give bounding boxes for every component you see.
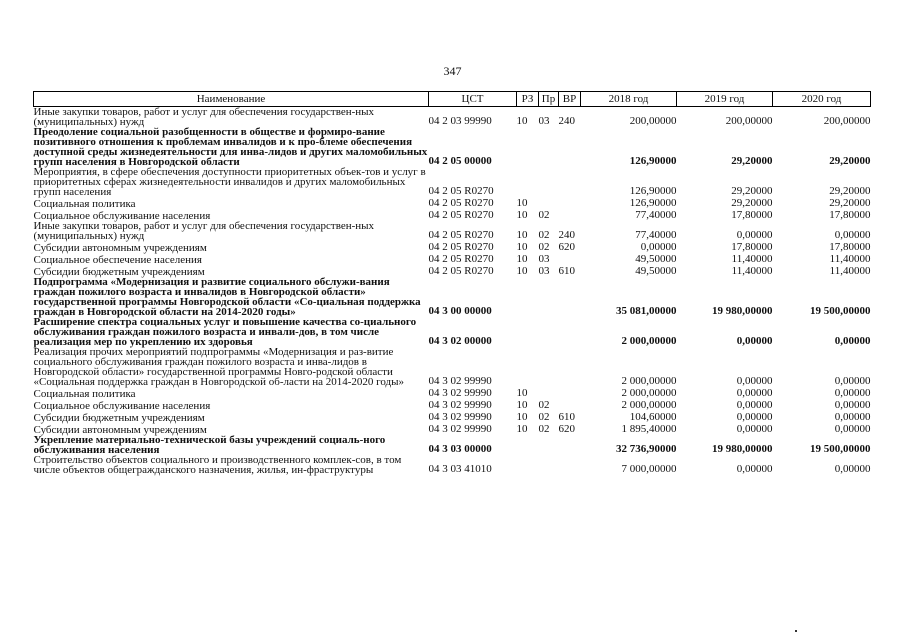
- cell-cst: 04 3 00 00000: [428, 305, 492, 317]
- cell-name: Укрепление материально-технической базы учреждений социаль-ного обслуживания населения: [33, 434, 386, 456]
- cell-y2019: 11,40000: [731, 265, 773, 277]
- cell-y2019: 19 980,00000: [712, 305, 773, 317]
- cell-y2020: 29,20000: [829, 197, 871, 209]
- cell-name: Расширение спектра социальных услуг и повышение качества со-циального обслуживания граждан пожилого возраста и инвали-дов, в том числе реализация мер по укреплению их здоровья: [33, 316, 417, 348]
- cell-pr: 03: [538, 265, 550, 277]
- cell-y2019: 0,00000: [736, 463, 773, 475]
- cell-y2018: 77,40000: [635, 229, 677, 241]
- cell-pr: 02: [538, 209, 550, 221]
- cell-vr: 610: [558, 411, 575, 423]
- cell-vr: 240: [558, 115, 575, 127]
- cell-rz: 10: [516, 229, 528, 241]
- cell-y2020: 19 500,00000: [810, 305, 871, 317]
- cell-vr: 240: [558, 229, 575, 241]
- cell-y2018: 2 000,00000: [621, 387, 677, 399]
- cell-rz: [517, 347, 539, 387]
- cell-pr: [539, 387, 559, 399]
- cell-cst: 04 3 02 00000: [428, 335, 492, 347]
- cell-cst: 04 3 02 99990: [428, 411, 492, 423]
- page-number: 347: [443, 64, 462, 78]
- cell-y2020: 19 500,00000: [810, 443, 871, 455]
- cell-y2020: 17,80000: [829, 209, 871, 221]
- cell-y2019: 0,00000: [736, 423, 773, 435]
- cell-cst: 04 2 03 99990: [428, 115, 492, 127]
- cell-y2019: 0,00000: [736, 411, 773, 423]
- cell-y2020: 29,20000: [829, 155, 871, 167]
- cell-y2019: 0,00000: [736, 375, 773, 387]
- cell-name: Реализация прочих мероприятий подпрограммы «Модернизация и раз-витие социального обслуживания граждан пожилого возраста и инва-лидов в Новгородской области» государственной программы Новго-родской области «Социальная поддержка граждан в Новгородской об-ласти на 2014-2020 годы»: [33, 346, 405, 388]
- cell-name: Субсидии автономным учреждениям: [33, 424, 207, 436]
- cell-rz: 10: [516, 265, 528, 277]
- cell-vr: 620: [558, 423, 575, 435]
- cell-y2018: 49,50000: [635, 265, 677, 277]
- cell-rz: 10: [516, 387, 528, 399]
- cell-y2019: 0,00000: [736, 335, 773, 347]
- cell-vr: [559, 167, 581, 197]
- cell-vr: [559, 455, 581, 475]
- header-vr: ВР: [559, 92, 581, 107]
- cell-y2018: 32 736,90000: [616, 443, 677, 455]
- cell-y2019: 29,20000: [731, 155, 773, 167]
- cell-cst: 04 3 02 99990: [428, 387, 492, 399]
- cell-pr: [539, 435, 559, 455]
- cell-rz: [517, 455, 539, 475]
- cell-y2019: 200,00000: [725, 115, 773, 127]
- cell-y2018: 200,00000: [629, 115, 677, 127]
- cell-y2019: 11,40000: [731, 253, 773, 265]
- cell-pr: 02: [538, 423, 550, 435]
- cell-y2020: 200,00000: [823, 115, 871, 127]
- cell-y2019: 29,20000: [731, 197, 773, 209]
- cell-y2018: 1 895,40000: [621, 423, 677, 435]
- header-name: Наименование: [34, 92, 429, 107]
- cell-pr: 03: [538, 253, 550, 265]
- cell-name: Иные закупки товаров, работ и услуг для обеспечения государствен-ных (муниципальных) нужд: [33, 106, 375, 128]
- cell-vr: [559, 387, 581, 399]
- cell-cst: 04 2 05 R0270: [428, 241, 494, 253]
- cell-rz: 10: [516, 115, 528, 127]
- cell-pr: 02: [538, 229, 550, 241]
- table-header-row: [34, 92, 871, 107]
- cell-name: Социальная политика: [33, 388, 136, 400]
- cell-pr: 02: [538, 411, 550, 423]
- cell-pr: [539, 127, 559, 167]
- cell-y2020: 0,00000: [834, 335, 871, 347]
- cell-pr: [539, 167, 559, 197]
- cell-cst: 04 3 02 99990: [428, 423, 492, 435]
- table-row: [34, 127, 871, 167]
- cell-y2018: 2 000,00000: [621, 399, 677, 411]
- cell-y2018: 35 081,00000: [616, 305, 677, 317]
- table-row: [34, 107, 871, 128]
- cell-vr: [559, 197, 581, 209]
- cell-cst: 04 2 05 00000: [428, 155, 492, 167]
- cell-name: Субсидии автономным учреждениям: [33, 242, 207, 254]
- cell-name: Иные закупки товаров, работ и услуг для обеспечения государствен-ных (муниципальных) нужд: [33, 220, 375, 242]
- cell-y2020: 0,00000: [834, 229, 871, 241]
- header-cst: ЦСТ: [429, 92, 517, 107]
- table-row: [34, 399, 871, 411]
- cell-cst: 04 2 05 R0270: [428, 265, 494, 277]
- cell-y2019: 29,20000: [731, 185, 773, 197]
- table-row: [34, 277, 871, 317]
- cell-name: Субсидии бюджетным учреждениям: [33, 412, 205, 424]
- cell-y2019: 0,00000: [736, 387, 773, 399]
- cell-pr: 02: [538, 241, 550, 253]
- cell-rz: 10: [516, 399, 528, 411]
- cell-y2018: 104,60000: [629, 411, 677, 423]
- header-pr: Пр: [539, 92, 559, 107]
- cell-y2018: 2 000,00000: [621, 335, 677, 347]
- table-row: [34, 167, 871, 197]
- table-row: [34, 347, 871, 387]
- cell-name: Строительство объектов социального и производственного комплек-сов, в том числе объектов общегражданского назначения, жилья, ин-фраструктуры: [33, 454, 402, 476]
- cell-cst: 04 2 05 R0270: [428, 253, 494, 265]
- cell-vr: [559, 209, 581, 221]
- cell-rz: [517, 167, 539, 197]
- cell-name: Подпрограмма «Модернизация и развитие социального обслужи-вания граждан пожилого возраста и инвалидов в Новгородской области» государственной программы Новгородской области «Со-циальная поддержка граждан в Новгородской области на 2014-2020 годы»: [33, 276, 421, 318]
- cell-pr: [539, 197, 559, 209]
- cell-vr: [559, 317, 581, 347]
- cell-y2018: 0,00000: [640, 241, 677, 253]
- cell-y2020: 0,00000: [834, 375, 871, 387]
- cell-vr: [559, 127, 581, 167]
- header-2018: 2018 год: [581, 92, 677, 107]
- cell-rz: [517, 435, 539, 455]
- cell-pr: 03: [538, 115, 550, 127]
- cell-cst: 04 3 02 99990: [428, 399, 492, 411]
- cell-pr: 02: [538, 399, 550, 411]
- cell-y2020: 11,40000: [829, 253, 871, 265]
- cell-vr: [559, 347, 581, 387]
- cell-y2020: 0,00000: [834, 463, 871, 475]
- cell-y2020: 0,00000: [834, 423, 871, 435]
- budget-table: [33, 91, 871, 475]
- cell-cst: 04 2 05 R0270: [428, 185, 494, 197]
- cell-y2018: 126,90000: [629, 197, 677, 209]
- table-body: [34, 107, 871, 476]
- table-row: [34, 197, 871, 209]
- cell-y2018: 126,90000: [629, 155, 677, 167]
- cell-rz: 10: [516, 241, 528, 253]
- cell-rz: 10: [516, 411, 528, 423]
- cell-y2018: 2 000,00000: [621, 375, 677, 387]
- cell-cst: 04 3 03 00000: [428, 443, 492, 455]
- cell-y2018: 126,90000: [629, 185, 677, 197]
- cell-pr: [539, 277, 559, 317]
- cell-vr: [559, 277, 581, 317]
- cell-vr: 620: [558, 241, 575, 253]
- header-2020: 2020 год: [773, 92, 871, 107]
- cell-pr: [539, 455, 559, 475]
- cell-cst: 04 2 05 R0270: [428, 229, 494, 241]
- cell-vr: [559, 399, 581, 411]
- cell-y2018: 7 000,00000: [621, 463, 677, 475]
- header-2019: 2019 год: [677, 92, 773, 107]
- cell-y2020: 17,80000: [829, 241, 871, 253]
- cell-y2019: 19 980,00000: [712, 443, 773, 455]
- cell-pr: [539, 317, 559, 347]
- cell-rz: [517, 317, 539, 347]
- cell-name: Социальное обслуживание населения: [33, 400, 211, 412]
- table-row: [34, 241, 871, 253]
- cell-rz: 10: [516, 197, 528, 209]
- cell-cst: 04 3 02 99990: [428, 375, 492, 387]
- scan-speck: [795, 630, 797, 632]
- cell-name: Социальное обеспечение населения: [33, 254, 202, 266]
- cell-name: Мероприятия, в сфере обеспечения доступности приоритетных объек-тов и услуг в приоритетных сферах жизнедеятельности инвалидов и других маломобильных групп населения: [33, 166, 426, 198]
- cell-rz: 10: [516, 253, 528, 265]
- cell-y2018: 77,40000: [635, 209, 677, 221]
- cell-vr: [559, 253, 581, 265]
- cell-vr: [559, 435, 581, 455]
- cell-cst: 04 3 03 41010: [428, 463, 492, 475]
- header-rz: РЗ: [517, 92, 539, 107]
- cell-y2020: 29,20000: [829, 185, 871, 197]
- cell-rz: [517, 277, 539, 317]
- cell-rz: [517, 127, 539, 167]
- cell-name: Субсидии бюджетным учреждениям: [33, 266, 205, 278]
- table-row: [34, 387, 871, 399]
- cell-cst: 04 2 05 R0270: [428, 197, 494, 209]
- cell-y2020: 0,00000: [834, 411, 871, 423]
- table-row: [34, 455, 871, 475]
- cell-y2020: 0,00000: [834, 399, 871, 411]
- table-row: [34, 435, 871, 455]
- cell-name: Преодоление социальной разобщенности в обществе и формиро-вание позитивного отношения к проблемам инвалидов и к про-блеме обеспечения доступной среды жизнедеятельности для инва-лидов и других маломобильных групп населения в Новгородской области: [33, 126, 428, 168]
- cell-rz: 10: [516, 209, 528, 221]
- cell-y2019: 0,00000: [736, 399, 773, 411]
- cell-name: Социальная политика: [33, 198, 136, 210]
- cell-vr: 610: [558, 265, 575, 277]
- cell-y2020: 0,00000: [834, 387, 871, 399]
- cell-rz: 10: [516, 423, 528, 435]
- cell-y2018: 49,50000: [635, 253, 677, 265]
- table-row: [34, 221, 871, 241]
- table-row: [34, 411, 871, 423]
- cell-y2020: 11,40000: [829, 265, 871, 277]
- cell-y2019: 17,80000: [731, 209, 773, 221]
- table-row: [34, 317, 871, 347]
- cell-cst: 04 2 05 R0270: [428, 209, 494, 221]
- cell-y2019: 0,00000: [736, 229, 773, 241]
- cell-y2019: 17,80000: [731, 241, 773, 253]
- cell-name: Социальное обслуживание населения: [33, 210, 211, 222]
- cell-pr: [539, 347, 559, 387]
- table-row: [34, 253, 871, 265]
